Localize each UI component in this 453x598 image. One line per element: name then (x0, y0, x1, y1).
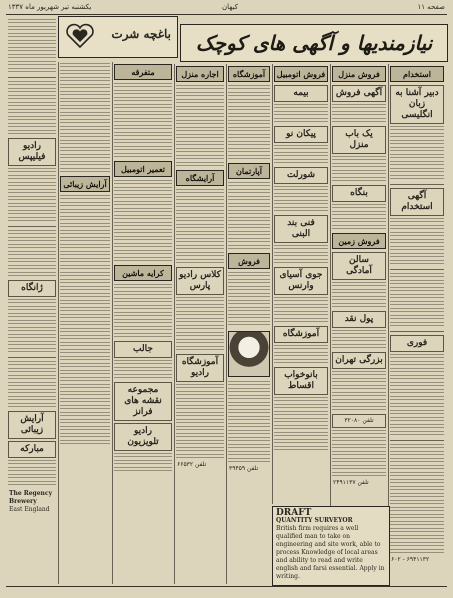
draft-body: British firm requires a well qualified man to take on engineering and site work, able to process Knowledge of local areas and ability to read and write english and farsi essential. Apply in writing. (276, 525, 385, 580)
col6-ad-2: مجموعه نقشه های فرانز (114, 382, 172, 421)
draft-heading: DRAFT (276, 508, 312, 518)
col6b-box-1: آرایش زیبائی (60, 176, 110, 192)
col1-title: استخدام (390, 66, 444, 82)
col2-ad-3: بنگاه (332, 185, 386, 202)
col6-ad-3: رادیو تلویزیون (114, 423, 172, 451)
col2-title: فروش منزل (332, 66, 386, 82)
col2-ad-1: آگهی فروش (332, 85, 386, 102)
paper-name: کیهان (222, 3, 238, 11)
col1-ad-1: دبیر آشنا به زبان انگلیسی (390, 85, 444, 124)
col2-ad-4: سالن آمادگی (332, 252, 386, 280)
draft-subheading: QUANTITY SURVEYOR (276, 517, 353, 524)
col2-ad-2: یک باب منزل (332, 126, 386, 154)
col7-ad-2: ژانگاه (8, 280, 56, 297)
col2-phone: ۲۴۹۱۱۳۷ تلفن (333, 479, 369, 486)
col2-box-2: فروش زمین (332, 233, 386, 249)
col6-box-1: تعمیر اتومبیل (114, 161, 172, 177)
page-date: یکشنبه تیر شهریور ماه ۱۳۳۷ (8, 3, 92, 11)
col4-box-3: فروش (228, 253, 270, 269)
column-5 (174, 64, 226, 584)
col5-ad-4: آموزشگاه رادیو (176, 354, 224, 382)
col4-box-2: آپارتمان (228, 163, 270, 179)
logo-ad (58, 16, 178, 58)
col1-ad-3: فوری (390, 335, 444, 352)
header-rule (6, 14, 447, 15)
heart-emblem-icon (65, 23, 95, 49)
column-1 (388, 64, 446, 584)
col1-phone: ۶۰۲ - ۶۹۴۱۱۳۲ (391, 556, 430, 563)
col5-phone: تلفن ۶۶۵۳۲ (177, 461, 207, 468)
col7-ad-1: رادیو فیلیپس (8, 138, 56, 166)
column-4 (226, 64, 272, 584)
col7-ad-4: مبارکه (8, 441, 56, 458)
col3-title: فروش اتومبیل (274, 66, 328, 82)
col3-ad-7: بانوخواب اقساط (274, 367, 328, 395)
col6-box-2: کرایه ماشین (114, 265, 172, 281)
col2-ad-6: بزرگی تهران (332, 352, 386, 369)
col5-ad-3: کلاس رادیو پارس (176, 267, 224, 295)
column-6 (112, 62, 174, 584)
column-3 (272, 64, 330, 504)
col1-ad-2: آگهی استخدام (390, 188, 444, 216)
column-7 (6, 18, 58, 584)
portrait-photo (228, 331, 270, 377)
page-header (0, 0, 453, 14)
logo-label: باغچه شرت (111, 27, 171, 41)
column-6b (58, 62, 112, 584)
col3-ad-3: شورلت (274, 167, 328, 184)
col4-phone: تلفن ۳۹۴۵۹ (229, 465, 259, 472)
col7-ad-3: آرایش زیبائی (8, 411, 56, 439)
col2-ad-5: پول نقد (332, 311, 386, 328)
col5-title: اجاره منزل (176, 66, 224, 82)
draft-ad (272, 506, 390, 586)
banner-title: نیازمندیها و آگهی های کوچک (195, 31, 433, 55)
col3-ad-2: پیکان نو (274, 126, 328, 143)
col5-box-2: آرایشگاه (176, 170, 224, 186)
col3-ad-1: بیمه (274, 85, 328, 102)
col3-ad-6: آموزشگاه (274, 326, 328, 343)
col3-ad-5: جوی آسیای وارنس (274, 267, 328, 295)
classifieds-banner (180, 24, 448, 62)
footer-rule (6, 586, 447, 587)
col4-title: آموزشگاه (228, 66, 270, 82)
col2-ad-7: تلفن ۳۲۰۸۰ (332, 414, 386, 428)
col3-ad-4: فنی بند البنی (274, 215, 328, 243)
col7-english-ad: The Regency Brewery East England (9, 490, 53, 513)
page-number: صفحه ۱۱ (417, 3, 445, 11)
col6-ad-1: جالب (114, 341, 172, 358)
col6-title: متفرقه (114, 64, 172, 80)
